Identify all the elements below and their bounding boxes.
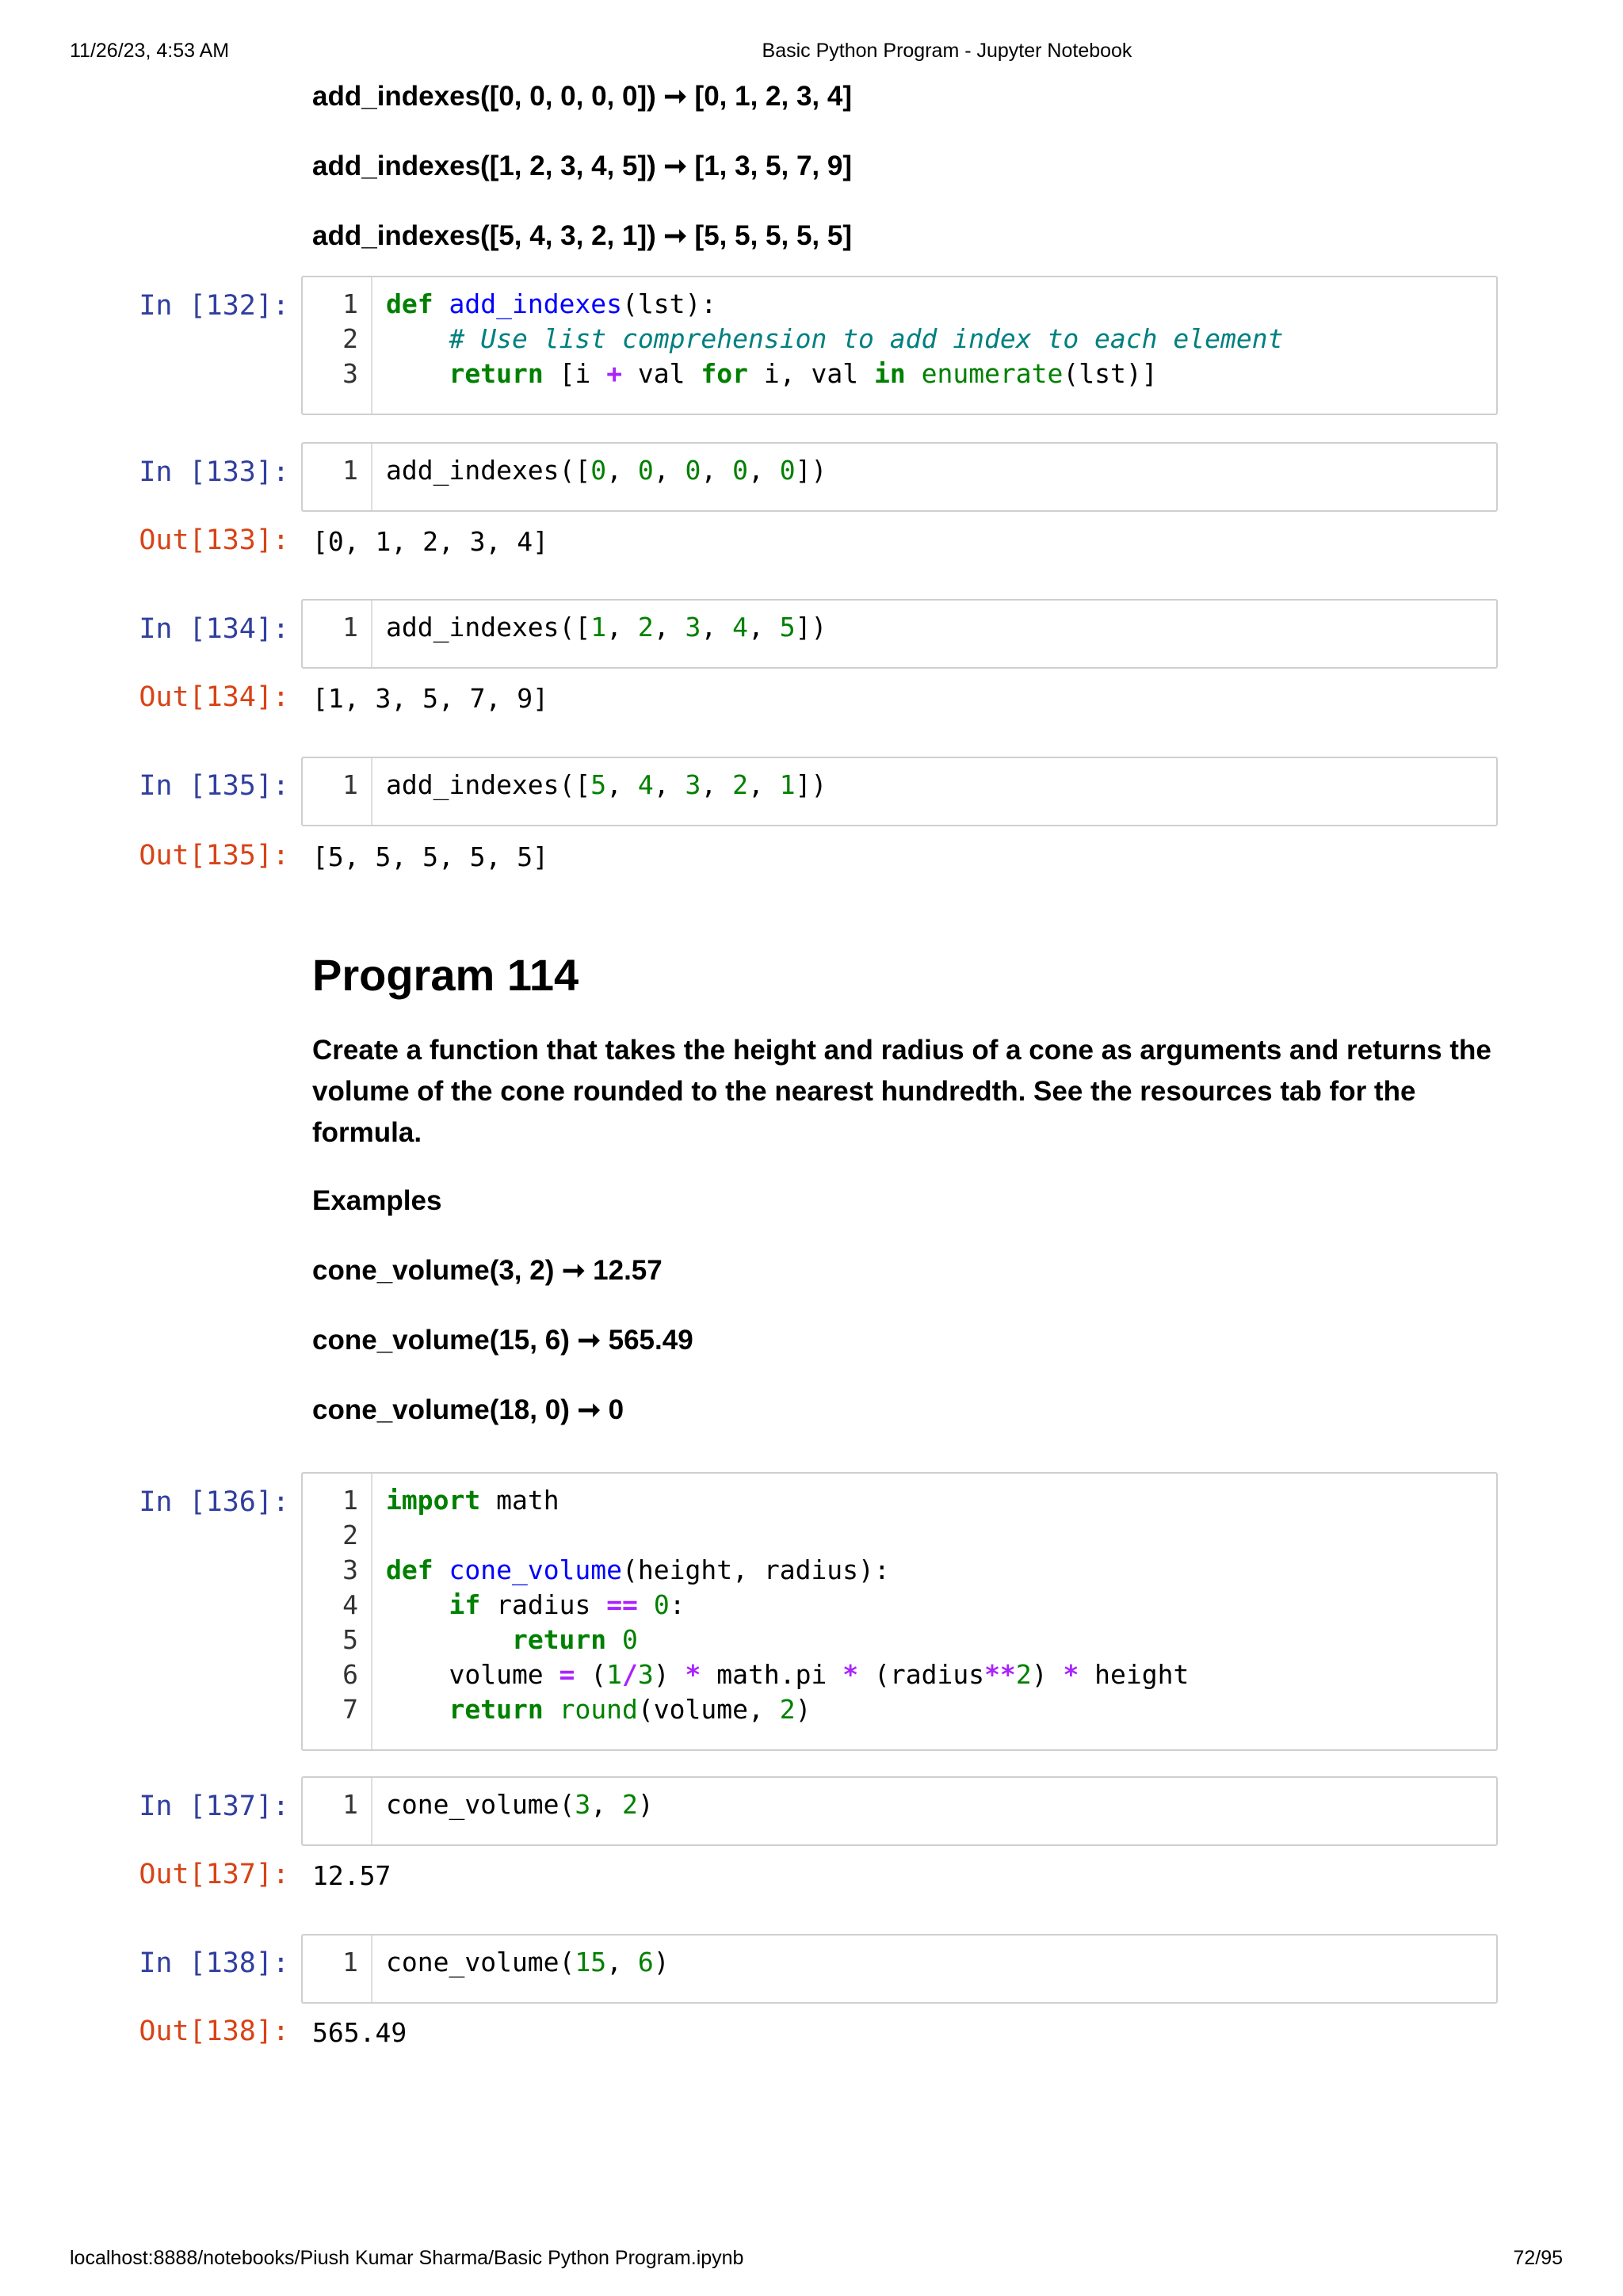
input-prompt: In [135]: [139,770,289,802]
code-editor[interactable]: 1 cone_volume(3, 2) [342,1789,654,1820]
code-cell-132[interactable] [301,276,1498,415]
code-editor[interactable]: 1 def add_indexes(lst): 2 # Use list comprehension to add index to each element 3 return [i + val for i, val in enumerate(lst)] [342,288,1284,389]
input-prompt: In [134]: [139,613,289,645]
example-line: add_indexes([5, 4, 3, 2, 1]) ➞ [5, 5, 5, 5, 5] [312,220,852,251]
program-description: Create a function that takes the height and radius of a cone as arguments and returns the volume of the cone rounded to the nearest hundredth. See the resources tab for the formula. [312,1035,1491,1148]
example-line: cone_volume(15, 6) ➞ 565.49 [312,1325,693,1356]
program-heading: Program 114 [312,950,579,1000]
code-cell-136[interactable] [301,1472,1498,1751]
code-editor[interactable]: 1 import math 2 3 def cone_volume(height, radius): 4 if radius == 0: 5 return 0 6 volume = (1/3) * math.pi * (radius**2) * height 7 return round(volume, 2) [342,1485,1190,1725]
output-prompt: Out[134]: [139,681,289,713]
cell-output: 565.49 [312,2017,407,2048]
input-prompt: In [136]: [139,1486,289,1518]
input-prompt: In [137]: [139,1791,289,1822]
print-page-number: 72/95 [1513,2247,1563,2269]
code-cell-134[interactable] [301,599,1498,669]
examples-label: Examples [312,1185,442,1216]
cell-output: 12.57 [312,1860,391,1891]
example-line: cone_volume(18, 0) ➞ 0 [312,1394,624,1425]
code-cell-135[interactable] [301,757,1498,826]
cell-output: [0, 1, 2, 3, 4] [312,526,549,557]
input-prompt: In [132]: [139,290,289,322]
example-line: add_indexes([0, 0, 0, 0, 0]) ➞ [0, 1, 2, 3, 4] [312,81,852,112]
code-cell-137[interactable] [301,1776,1498,1846]
print-url: localhost:8888/notebooks/Piush Kumar Sharma/Basic Python Program.ipynb [70,2247,744,2269]
print-page-title: Basic Python Program - Jupyter Notebook [762,40,1132,62]
code-editor[interactable]: 1 add_indexes([5, 4, 3, 2, 1]) [342,769,827,800]
output-prompt: Out[138]: [139,2016,289,2047]
cell-output: [5, 5, 5, 5, 5] [312,841,549,872]
code-cell-138[interactable] [301,1934,1498,2004]
example-line: add_indexes([1, 2, 3, 4, 5]) ➞ [1, 3, 5, 7, 9] [312,151,852,181]
cell-output: [1, 3, 5, 7, 9] [312,683,549,714]
example-line: cone_volume(3, 2) ➞ 12.57 [312,1255,663,1286]
output-prompt: Out[133]: [139,524,289,556]
code-editor[interactable]: 1 add_indexes([0, 0, 0, 0, 0]) [342,455,827,486]
code-cell-133[interactable] [301,442,1498,512]
code-editor[interactable]: 1 cone_volume(15, 6) [342,1947,670,1978]
code-editor[interactable]: 1 add_indexes([1, 2, 3, 4, 5]) [342,612,827,643]
output-prompt: Out[137]: [139,1859,289,1890]
input-prompt: In [138]: [139,1947,289,1979]
print-datetime: 11/26/23, 4:53 AM [70,40,230,62]
output-prompt: Out[135]: [139,840,289,871]
input-prompt: In [133]: [139,456,289,488]
